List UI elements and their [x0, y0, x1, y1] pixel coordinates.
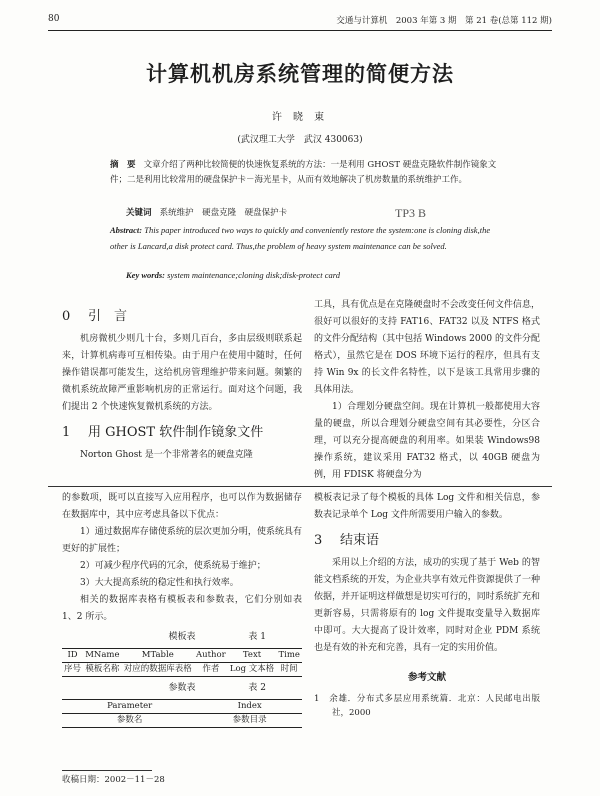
parameter-table	[62, 699, 302, 728]
column-upper-right	[314, 297, 540, 484]
table-cell: Log 文本格	[228, 663, 277, 677]
table-cell: 参数目录	[197, 714, 302, 728]
table-2-caption	[62, 680, 302, 697]
section-1-heading	[62, 424, 302, 441]
header-rule	[48, 30, 552, 31]
column-lower-right	[314, 490, 540, 720]
keywords-en-text: system maintenance;cloning disk;disk-protect card	[167, 270, 340, 280]
abstract-cn-label: 摘 要	[110, 160, 136, 170]
section-1-paragraph: Norton Ghost 是一个非常著名的硬盘克隆	[80, 450, 253, 460]
page-number: 80	[48, 14, 60, 24]
table-cell: MTable	[122, 649, 194, 663]
table-cell: 参数名	[62, 714, 197, 728]
section-0-title: 引 言	[88, 309, 128, 324]
ghost-paragraph: 工具，具有优点是在克隆硬盘时不会改变任何文件信息，很好可以很好的支持 FAT16、FAT32 以及 NTFS 格式的文件分配结构（其中包括 Windows 2000 的文件分配格式），虽然它是在 DOS 环境下运行的程序，但具有支持 Win 9x 的长文件名特性，以下是该工具常用步骤的具体用法。	[314, 300, 540, 395]
template-table	[62, 648, 302, 677]
column-lower-left	[62, 490, 302, 728]
advantage-item-2: 2）可减少程序代码的冗余，使系统易于维护；	[80, 561, 266, 571]
table-cell: 模板名称	[83, 663, 121, 677]
conclusion-paragraph: 采用以上介绍的方法，成功的实现了基于 Web 的智能文档系统的开发，为企业共享有效元件资源提供了一种依据，并开证明这样做想是切实可行的，同时系统扩充和更新容易，只需将原有的 log 文件提取变量导入数据库中即可。大大提高了设计效率，同时对企业 PDM 系统也是有效的补充和完善，具有一定的实用价值。	[314, 558, 540, 653]
partition-paragraph: 1）合理划分硬盘空间。现在计算机一般都使用大容量的硬盘，所以合理划分硬盘空间有其必要性，分区合理，可以充分提高硬盘的利用率。如果装 Windows98 操作系统，建议采用 FAT32 格式，以 40GB 硬盘为例，用 FDISK 将硬盘分为	[314, 402, 540, 480]
section-0-number: 0	[62, 309, 71, 324]
table-row	[62, 663, 302, 677]
table-cell: ID	[62, 649, 83, 663]
section-1-number: 1	[62, 425, 71, 440]
advantage-item-3: 3）大大提高系统的稳定性和执行效率。	[80, 578, 239, 588]
keywords-cn-label: 关键词	[126, 208, 152, 218]
table-cell: Author	[194, 649, 228, 663]
keywords-en-label: Key words:	[126, 270, 165, 280]
affiliation: (武汉理工大学 武汉 430063)	[237, 135, 363, 145]
table-cell: Parameter	[62, 700, 197, 714]
section-1-title: 用 GHOST 软件制作镜象文件	[88, 425, 264, 440]
abstract-cn	[110, 158, 500, 187]
table-cell: 对应的数据库表格	[122, 663, 194, 677]
advantage-item-1: 1）通过数据库存储使系统的层次更加分明，使系统具有更好的扩展性；	[62, 527, 302, 554]
table-cell: 作者	[194, 663, 228, 677]
table-cell: Index	[197, 700, 302, 714]
table-2-title: 参数表	[168, 683, 196, 693]
keywords-cn-text: 系统维护 硬盘克隆 硬盘保护卡	[159, 208, 288, 218]
table-cell: 时间	[276, 663, 302, 677]
abstract-cn-text: 文章介绍了两种比较简便的快速恢复系统的方法：一是利用 GHOST 硬盘克隆软件制作镜象文件；二是利用比较常用的硬盘保护卡－海光星卡，从而有效地解决了机房数量的系统维护工作。	[110, 160, 497, 185]
tables-intro-paragraph: 相关的数据库表格有模板表和参数表，它们分别如表 1、2 所示。	[62, 595, 302, 622]
table-1-number: 表 1	[248, 632, 266, 642]
column-divider-rule	[48, 486, 552, 487]
intro-paragraph: 机房微机少则几十台，多则几百台，多由层级则联系起来，计算机病毒可互相传染。由于用户在使用中随时，任何操作错误都可能发生，这给机房管理维护带来问题。频繁的微机系统故障严重影响机房的正常运行。面对这个问题，我们提出 2 个快速恢复微机系统的方法。	[62, 334, 302, 412]
abstract-en	[110, 222, 500, 254]
table-cell: 序号	[62, 663, 83, 677]
section-3-heading	[314, 532, 540, 549]
table-row	[62, 714, 302, 728]
tables-description-paragraph: 模板表记录了每个模板的具体 Log 文件和相关信息，参数表记录单个 Log 文件所需要用户输入的参数。	[314, 493, 540, 520]
keywords-en	[126, 270, 506, 280]
received-date: 收稿日期：2002－11－28	[62, 775, 165, 785]
column-upper-left	[62, 300, 302, 464]
table-row	[62, 700, 302, 714]
table-cell: Time	[276, 649, 302, 663]
table-1-title: 模板表	[168, 632, 196, 642]
footnote-rule	[62, 770, 152, 771]
abstract-en-text: This paper introduced two ways to quickly and conveniently restore the system:one is cloning disk,the other is Lancard,a disk protect card. Thus,the problem of heavy system maintenance can be solved.	[110, 225, 491, 251]
author: 许 晓 東	[271, 112, 329, 123]
reference-item: 1 余雄．分布式多层应用系统篇．北京：人民邮电出版社，2000	[314, 694, 540, 718]
table-2-number: 表 2	[248, 683, 266, 693]
table-1-caption	[62, 629, 302, 646]
references-title: 参考文献	[407, 672, 446, 683]
section-3-title: 结束语	[340, 533, 380, 548]
abstract-en-label: Abstract:	[110, 225, 143, 235]
keywords-cn	[126, 206, 506, 218]
journal-info: 交通与计算机 2003 年第 3 期 第 21 卷(总第 112 期)	[336, 16, 552, 26]
table-row	[62, 649, 302, 663]
classification-stamp: TP3 B	[395, 206, 427, 220]
table-cell: Text	[228, 649, 277, 663]
database-paragraph: 的参数项，既可以直接写入应用程序，也可以作为数据储存在数据库中，其中应考虑具备以下优点：	[62, 493, 302, 520]
table-cell: MName	[83, 649, 121, 663]
section-3-number: 3	[314, 533, 323, 548]
section-0-heading	[62, 308, 302, 325]
paper-title: 计算机机房系统管理的简便方法	[146, 61, 454, 86]
